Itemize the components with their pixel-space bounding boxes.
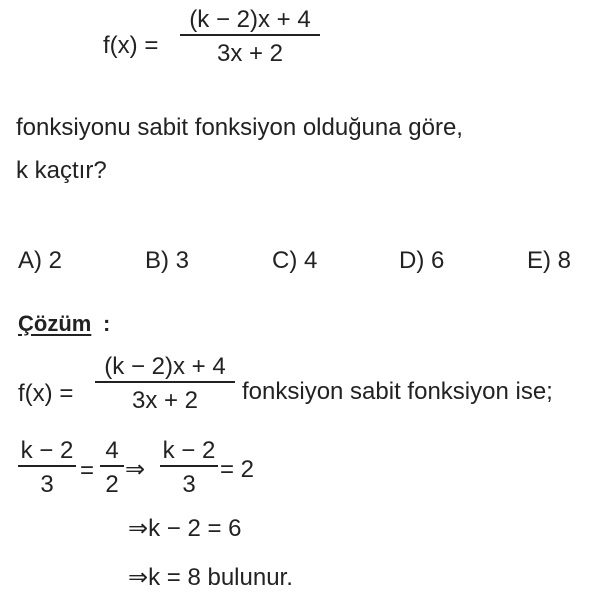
fraction-bar xyxy=(95,381,235,383)
fraction-3-numerator: k − 2 xyxy=(162,437,216,464)
option-c[interactable]: C) 4 xyxy=(272,247,318,274)
option-a[interactable]: A) 2 xyxy=(18,247,63,274)
fraction-2-numerator: 4 xyxy=(105,437,119,464)
fraction-3-denominator: 3 xyxy=(182,471,196,498)
option-d[interactable]: D) 6 xyxy=(399,247,445,274)
fraction-1-numerator: k − 2 xyxy=(20,437,74,464)
fraction-bar xyxy=(160,465,218,467)
fraction-bar xyxy=(18,465,76,467)
solution-heading-colon: : xyxy=(103,311,111,336)
equals-sign: = xyxy=(80,457,95,484)
fraction-2-denominator: 2 xyxy=(105,471,119,498)
solution-function-fraction xyxy=(95,353,235,415)
solution-function-denominator: 3x + 2 xyxy=(131,387,199,414)
solution-line3: ⇒k − 2 = 6 xyxy=(128,515,242,542)
solution-fraction-1 xyxy=(18,437,76,499)
line2-result: = 2 xyxy=(220,456,255,483)
option-e[interactable]: E) 8 xyxy=(527,247,572,274)
solution-function-numerator: (k − 2)x + 4 xyxy=(104,353,226,380)
function-numerator: (k − 2)x + 4 xyxy=(189,6,311,33)
option-b[interactable]: B) 3 xyxy=(145,247,190,274)
fraction-bar xyxy=(180,34,320,36)
solution-function-lhs: f(x) = xyxy=(18,380,74,407)
solution-line1-text: fonksiyon sabit fonksiyon ise; xyxy=(242,378,553,405)
function-fraction xyxy=(180,6,320,68)
solution-fraction-3 xyxy=(160,437,218,499)
question-text-line1: fonksiyonu sabit fonksiyon olduğuna göre, xyxy=(16,114,463,141)
function-denominator: 3x + 2 xyxy=(216,40,284,67)
solution-fraction-2 xyxy=(100,437,124,499)
question-text-line2: k kaçtır? xyxy=(16,157,107,184)
fraction-bar xyxy=(100,465,124,467)
fraction-1-denominator: 3 xyxy=(40,471,54,498)
solution-line4: ⇒k = 8 bulunur. xyxy=(128,564,293,591)
solution-heading: Çözüm xyxy=(18,311,92,336)
implies-arrow: ⇒ xyxy=(125,456,146,483)
function-lhs: f(x) = xyxy=(103,32,159,59)
